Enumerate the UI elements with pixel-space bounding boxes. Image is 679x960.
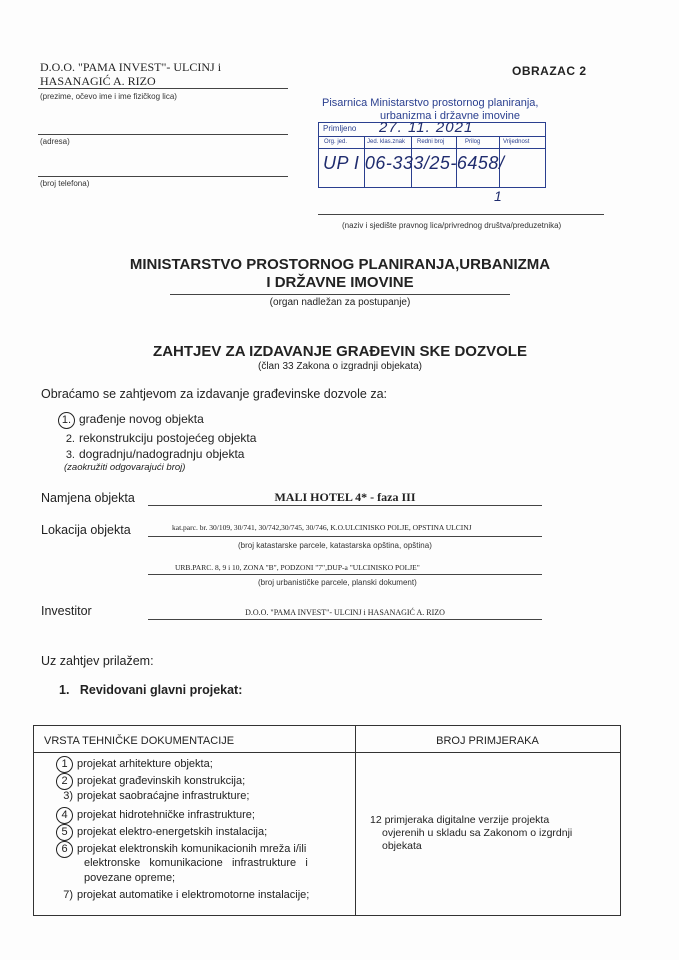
option-2-text: rekonstrukciju postojećeg objekta (79, 431, 257, 445)
urb-value: URB.PARC. 8, 9 i 10, ZONA "B", PODZONI "7",DUP-a "ULCINISKO POLJE" (175, 563, 420, 572)
table-item-6-text-2: elektronske komunikacione infrastrukture i (84, 857, 308, 869)
documentation-table (33, 725, 621, 916)
attach-intro: Uz zahtjev prilažem: (41, 654, 154, 668)
legal-entity-underline (318, 214, 604, 215)
copies-line3: objekata (382, 840, 422, 852)
attach-section-title: 1. Revidovani glavni projekat: (59, 683, 243, 697)
investor-underline (148, 619, 542, 620)
table-item-4-text: projekat hidrotehničke infrastrukture; (77, 809, 255, 821)
purpose-label: Namjena objekta (41, 491, 135, 505)
table-item-6-text: projekat elektronskih komunikacionih mreža i/ili (77, 843, 307, 855)
table-item-5-text: projekat elektro-energetskih instalacija; (77, 826, 268, 838)
urb-caption: (broj urbanističke parcele, planski dokument) (258, 578, 417, 587)
options-note: (zaokružiti odgovarajući broj) (64, 462, 186, 473)
applicant-name-line1: D.O.O. "PAMA INVEST"- ULCINJ i (40, 60, 222, 74)
table-item-1-text: projekat arhitekture objekta; (77, 758, 213, 770)
stamp-received-date: 27. 11. 2021 (379, 119, 474, 136)
location-underline (148, 536, 542, 537)
legal-entity-caption: (naziv i sjedište pravnog lica/privrednog društva/preduzetnika) (342, 221, 562, 230)
copies-line2: ovjerenih u skladu sa Zakonom o izgrdnji (382, 827, 573, 839)
form-code: OBRAZAC 2 (512, 64, 587, 78)
stamp-col-value: Vrijednost (503, 139, 530, 145)
urb-underline (148, 574, 542, 575)
table-item-2-text: projekat građevinskih konstrukcija; (77, 775, 246, 787)
stamp-case-number: UP I 06-333/25-6458/ (323, 153, 505, 173)
table-item-7 (56, 889, 351, 904)
table-item-6-cont2 (56, 872, 351, 889)
applicant-name-underline (38, 88, 288, 89)
stamp-received-label: Primljeno (323, 124, 357, 133)
table-item-2-number: 2 (56, 773, 73, 790)
stamp-col-org: Org. jed. (324, 139, 348, 145)
request-intro: Obraćamo se zahtjevom za izdavanje građevinske dozvole za: (41, 387, 388, 401)
applicant-name-line2: HASANAGIĆ A. RIZO (40, 74, 156, 88)
location-label: Lokacija objekta (41, 523, 131, 537)
table-item-4 (56, 807, 351, 824)
registry-stamp-box (318, 119, 546, 188)
table-item-7-text: projekat automatike i elektromotorne instalacije; (77, 889, 310, 901)
request-title: ZAHTJEV ZA IZDAVANJE GRAĐEVIN SKE DOZVOLE (153, 343, 527, 360)
option-1-text: građenje novog objekta (79, 412, 204, 426)
table-item-3-text: projekat saobraćajne infrastrukture; (77, 790, 250, 802)
authority-caption: (organ nadležan za postupanje) (269, 297, 411, 308)
applicant-name-caption: (prezime, očevo ime i ime fizičkog lica) (40, 92, 177, 101)
table-item-3 (56, 790, 351, 807)
stamp-col-class: Jed. klas.znak (367, 139, 406, 145)
stamp-title-line1: Pisarnica Ministarstvo prostornog planiranja, (322, 97, 539, 109)
table-header-copies: BROJ PRIMJERAKA (436, 735, 539, 747)
authority-title (40, 256, 640, 292)
option-3-text: dogradnju/nadogradnju objekta (79, 447, 245, 461)
phone-caption: (broj telefona) (40, 179, 90, 188)
option-1-number: 1. (58, 412, 75, 429)
table-item-6 (56, 841, 351, 857)
option-2-number: 2. (65, 433, 75, 445)
table-item-6-number: 6 (56, 841, 73, 858)
table-header-doc-type: VRSTA TEHNIČKE DOKUMENTACIJE (44, 735, 235, 747)
phone-underline (38, 176, 288, 177)
stamp-title-line2: urbanizma i državne imovine (380, 110, 521, 122)
table-item-1 (56, 756, 351, 773)
request-subtitle: (član 33 Zakona o izgradnji objekata) (258, 361, 422, 372)
address-caption: (adresa) (40, 137, 70, 146)
purpose-value: MALI HOTEL 4* - faza III (274, 490, 416, 504)
investor-value: D.O.O. "PAMA INVEST"- ULCINJ i HASANAGIĆ A. RIZO (245, 608, 445, 617)
authority-underline (170, 294, 510, 295)
table-item-6-text-3: povezane opreme; (84, 872, 176, 884)
copies-line1: 12 primjeraka digitalne verzije projekta (370, 814, 550, 826)
table-item-6-cont1 (56, 857, 351, 872)
option-1 (58, 412, 204, 429)
table-item-7-number: 7) (63, 889, 73, 901)
authority-line2: I DRŽAVNE IMOVINE (266, 274, 414, 291)
table-items (56, 756, 351, 904)
purpose-underline (148, 505, 542, 506)
table-item-2 (56, 773, 351, 790)
address-underline (38, 134, 288, 135)
investor-label: Investitor (41, 604, 92, 618)
option-2 (58, 431, 256, 445)
table-item-1-number: 1 (56, 756, 73, 773)
stamp-case-suffix: 1 (494, 188, 502, 204)
table-copies-note (370, 814, 572, 853)
table-item-3-number: 3) (63, 790, 73, 802)
table-item-5 (56, 824, 351, 841)
table-item-5-number: 5 (56, 824, 73, 841)
stamp-col-attachment: Prilog (465, 139, 481, 145)
authority-line1: MINISTARSTVO PROSTORNOG PLANIRANJA,URBANIZMA (129, 256, 551, 273)
location-value: kat.parc. br. 30/109, 30/741, 30/742,30/745, 30/746, K.O.ULCINISKO POLJE, OPSTINA ULCINJ (172, 523, 472, 532)
option-3-number: 3. (65, 449, 75, 461)
location-caption: (broj katastarske parcele, katastarska opština, opština) (238, 541, 432, 550)
table-item-4-number: 4 (56, 807, 73, 824)
stamp-col-number: Redni broj (417, 139, 445, 145)
option-3 (58, 447, 244, 461)
